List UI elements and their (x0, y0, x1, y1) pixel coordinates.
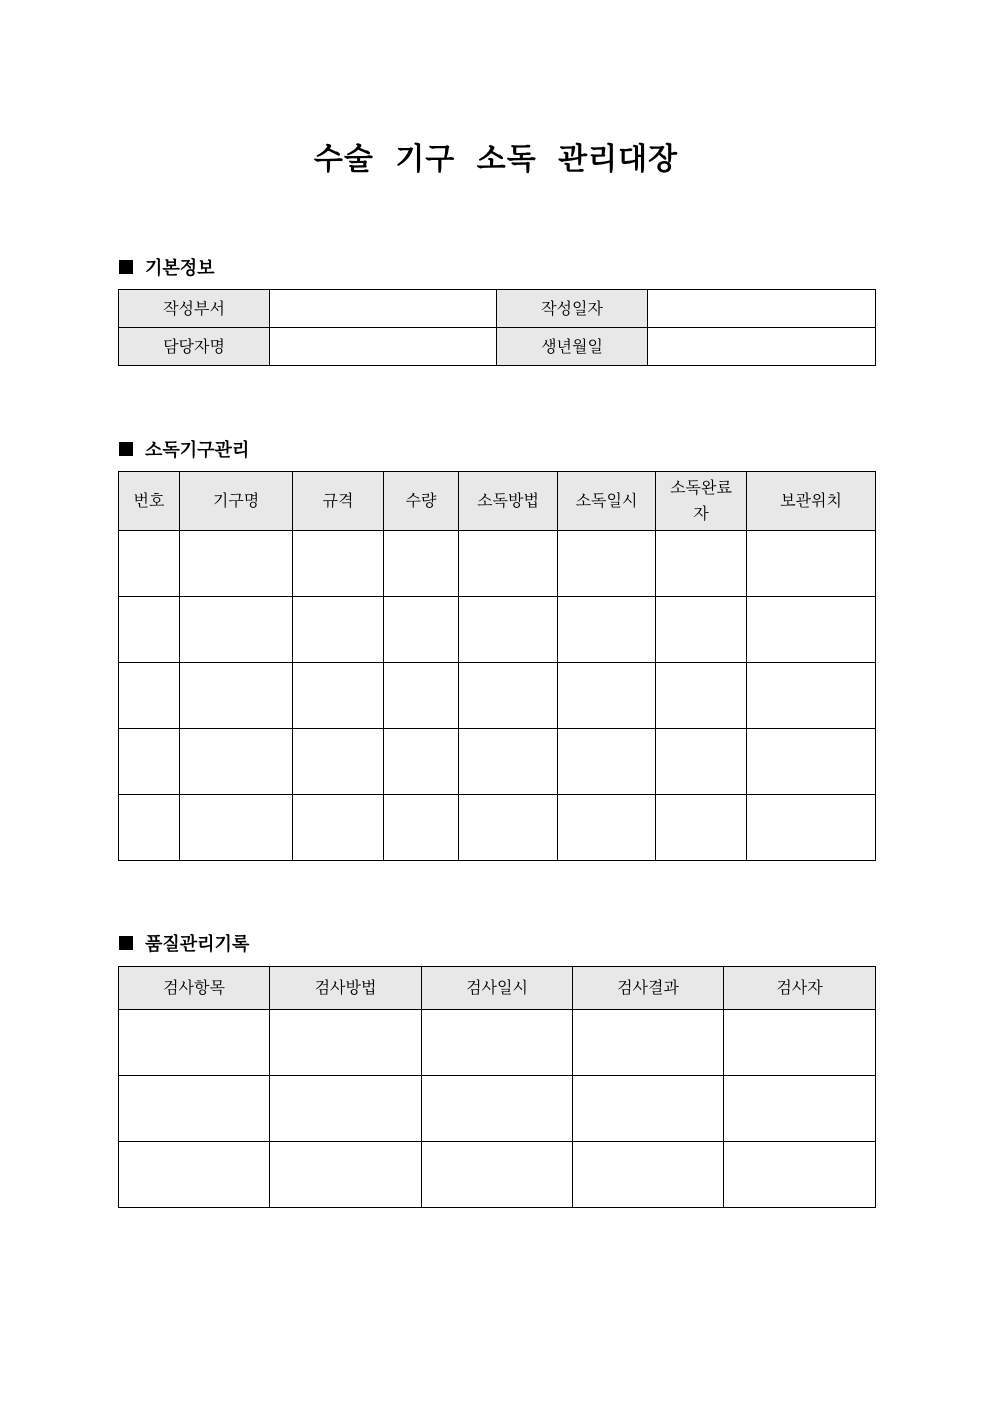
table-cell[interactable] (422, 1076, 573, 1142)
table-cell[interactable] (747, 795, 876, 861)
table-cell[interactable] (747, 729, 876, 795)
table-cell[interactable] (180, 663, 293, 729)
table-cell[interactable] (747, 663, 876, 729)
label-cell: 담당자명 (119, 328, 270, 366)
table-cell[interactable] (119, 531, 180, 597)
table-cell[interactable] (656, 795, 747, 861)
column-header: 규격 (293, 472, 384, 531)
document-title: 수술 기구 소독 관리대장 (313, 142, 679, 177)
table-cell[interactable] (459, 597, 558, 663)
label-cell: 생년월일 (497, 328, 648, 366)
table-row (119, 795, 876, 861)
table-cell[interactable] (656, 597, 747, 663)
table-cell[interactable] (180, 795, 293, 861)
basic-info-table (118, 289, 876, 366)
table-row (119, 1076, 876, 1142)
column-header: 검사자 (724, 967, 876, 1010)
table-cell[interactable] (384, 531, 459, 597)
table-cell[interactable] (459, 663, 558, 729)
table-cell[interactable] (573, 1010, 724, 1076)
table-cell[interactable] (656, 663, 747, 729)
table-header-row (119, 472, 876, 531)
table-cell[interactable] (558, 597, 656, 663)
table-cell[interactable] (558, 663, 656, 729)
table-cell[interactable] (119, 729, 180, 795)
column-header: 소독일시 (558, 472, 656, 531)
square-bullet-icon (119, 936, 133, 950)
table-cell[interactable] (724, 1142, 876, 1208)
table-cell[interactable] (656, 729, 747, 795)
table-cell[interactable] (119, 663, 180, 729)
table-cell[interactable] (180, 597, 293, 663)
table-cell[interactable] (119, 1010, 270, 1076)
table-row (119, 663, 876, 729)
table-cell[interactable] (384, 795, 459, 861)
table-row (119, 729, 876, 795)
table-cell[interactable] (459, 795, 558, 861)
table-cell[interactable] (270, 1142, 422, 1208)
table-cell[interactable] (293, 729, 384, 795)
table-cell[interactable] (747, 531, 876, 597)
table-row (119, 1010, 876, 1076)
column-header: 검사결과 (573, 967, 724, 1010)
table-cell[interactable] (180, 531, 293, 597)
section-title: 기본정보 (145, 258, 215, 279)
table-header-row (119, 967, 876, 1010)
section-title: 품질관리기록 (145, 934, 250, 955)
disinfection-table (118, 471, 876, 861)
table-cell[interactable] (656, 531, 747, 597)
table-cell[interactable] (293, 531, 384, 597)
table-cell[interactable] (573, 1076, 724, 1142)
table-row (119, 328, 876, 366)
column-header: 기구명 (180, 472, 293, 531)
column-header: 보관위치 (747, 472, 876, 531)
table-cell[interactable] (119, 1076, 270, 1142)
table-cell[interactable] (270, 1076, 422, 1142)
table-cell[interactable] (293, 663, 384, 729)
table-row (119, 290, 876, 328)
table-row (119, 531, 876, 597)
table-cell[interactable] (558, 531, 656, 597)
column-header: 검사항목 (119, 967, 270, 1010)
date-written-field[interactable] (648, 290, 876, 328)
table-cell[interactable] (747, 597, 876, 663)
table-cell[interactable] (724, 1076, 876, 1142)
table-cell[interactable] (459, 729, 558, 795)
square-bullet-icon (119, 442, 133, 456)
table-cell[interactable] (459, 531, 558, 597)
square-bullet-icon (119, 260, 133, 274)
table-cell[interactable] (558, 729, 656, 795)
quality-table (118, 966, 876, 1208)
table-row (119, 597, 876, 663)
table-cell[interactable] (293, 597, 384, 663)
table-row (119, 1142, 876, 1208)
manager-name-field[interactable] (270, 328, 497, 366)
section-heading-quality (119, 930, 249, 956)
table-cell[interactable] (558, 795, 656, 861)
table-cell[interactable] (119, 795, 180, 861)
table-cell[interactable] (573, 1142, 724, 1208)
table-cell[interactable] (384, 729, 459, 795)
section-heading-basic-info (119, 254, 215, 280)
table-cell[interactable] (293, 795, 384, 861)
label-cell: 작성부서 (119, 290, 270, 328)
table-cell[interactable] (180, 729, 293, 795)
column-header: 검사일시 (422, 967, 573, 1010)
table-cell[interactable] (422, 1142, 573, 1208)
column-header: 검사방법 (270, 967, 422, 1010)
birth-date-field[interactable] (648, 328, 876, 366)
column-header: 수량 (384, 472, 459, 531)
section-heading-disinfection (119, 436, 249, 462)
table-cell[interactable] (270, 1010, 422, 1076)
table-cell[interactable] (724, 1010, 876, 1076)
department-field[interactable] (270, 290, 497, 328)
table-cell[interactable] (384, 663, 459, 729)
column-header: 소독완료자 (656, 472, 747, 531)
column-header: 번호 (119, 472, 180, 531)
column-header: 소독방법 (459, 472, 558, 531)
section-title: 소독기구관리 (145, 440, 250, 461)
table-cell[interactable] (119, 1142, 270, 1208)
label-cell: 작성일자 (497, 290, 648, 328)
table-cell[interactable] (422, 1010, 573, 1076)
table-cell[interactable] (384, 597, 459, 663)
table-cell[interactable] (119, 597, 180, 663)
